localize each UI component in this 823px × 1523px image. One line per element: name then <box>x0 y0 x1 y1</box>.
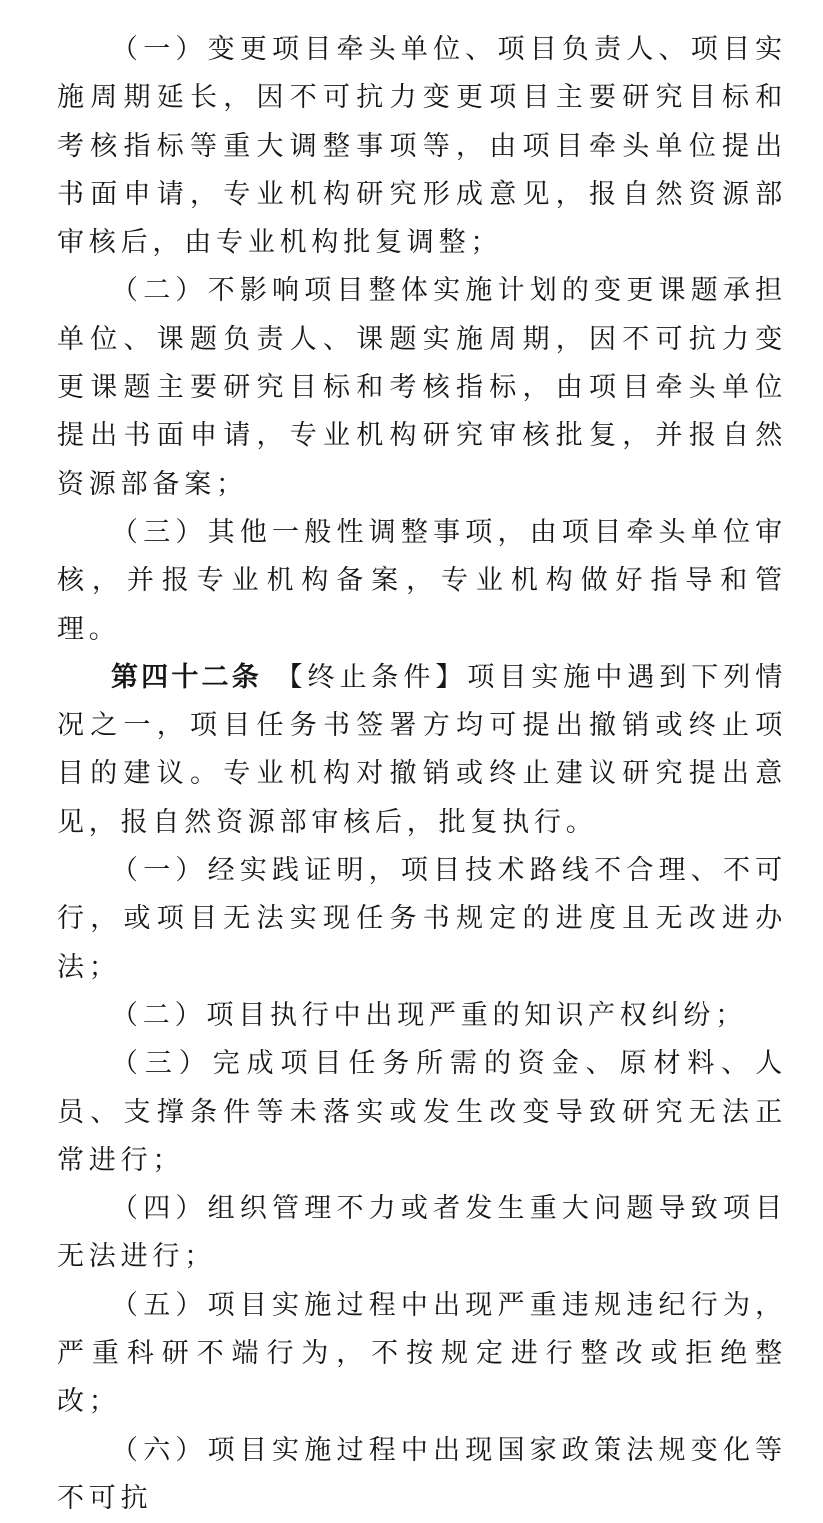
paragraph-item-1-adjustment: （一）变更项目牵头单位、项目负责人、项目实施周期延长，因不可抗力变更项目主要研究目标和考核指标等重大调整事项等，由项目牵头单位提出书面申请，专业机构研究形成意见，报自然资源部审核后，由专业机构批复调整； <box>57 34 787 259</box>
paragraph-termination-2: （二）项目执行中出现严重的知识产权纠纷； <box>111 999 747 1031</box>
paragraph-termination-3: （三）完成项目任务所需的资金、原材料、人员、支撑条件等未落实或发生改变导致研究无法正常进行； <box>57 1048 787 1176</box>
paragraph-termination-5: （五）项目实施过程中出现严重违规违纪行为，严重科研不端行为，不按规定进行整改或拒绝整改； <box>57 1289 787 1418</box>
paragraph-item-2-adjustment: （二）不影响项目整体实施计划的变更课题承担单位、课题负责人、课题实施周期，因不可抗力变更课题主要研究目标和考核指标，由项目牵头单位提出书面申请，专业机构研究审核批复，并报自然资源部备案； <box>57 275 787 500</box>
paragraph-termination-1: （一）经实践证明，项目技术路线不合理、不可行，或项目无法实现任务书规定的进度且无改进办法； <box>57 855 787 983</box>
paragraph-termination-6: （六）项目实施过程中出现国家政策法规变化等不可抗 <box>57 1434 787 1514</box>
paragraph-article-42 <box>57 654 787 847</box>
article-heading: 第四十二条 <box>111 661 262 693</box>
paragraph-termination-4: （四）组织管理不力或者发生重大问题导致项目无法进行； <box>57 1193 787 1273</box>
article-text: 【终止条件】项目实施中遇到下列情况之一，项目任务书签署方均可提出撤销或终止项目的建议。专业机构对撤销或终止建议研究提出意见，报自然资源部审核后，批复执行。 <box>57 661 787 838</box>
document-body <box>57 26 787 1523</box>
paragraph-item-3-adjustment: （三）其他一般性调整事项，由项目牵头单位审核，并报专业机构备案，专业机构做好指导和管理。 <box>57 516 787 645</box>
